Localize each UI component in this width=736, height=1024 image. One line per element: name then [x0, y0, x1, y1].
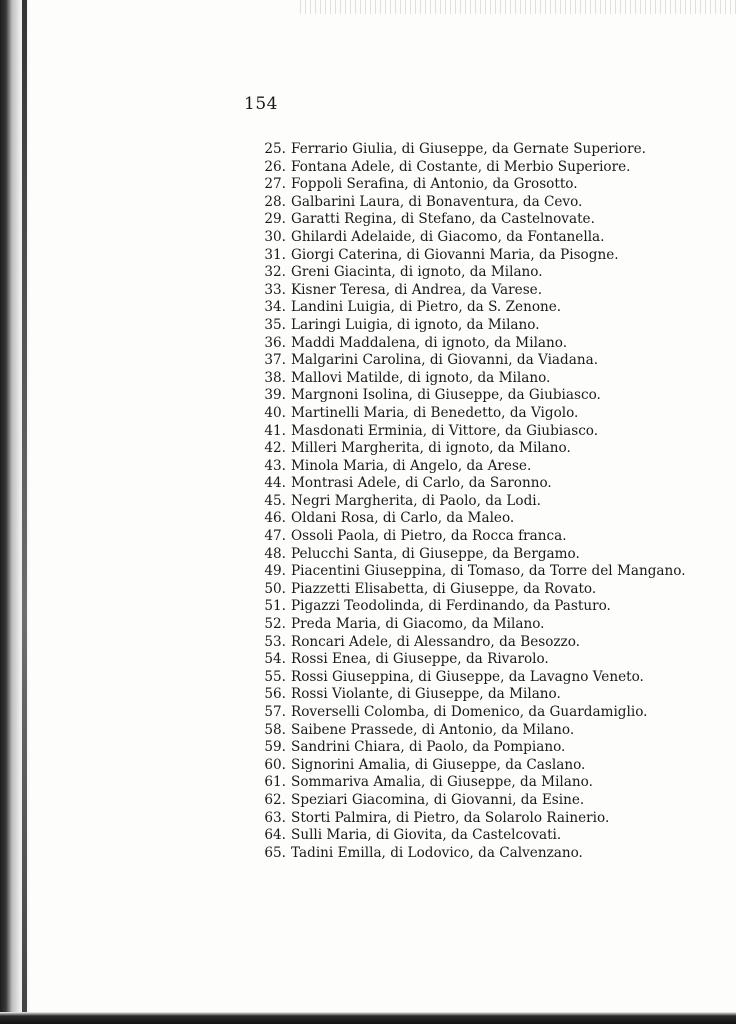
- entry-number: 31.: [264, 246, 286, 263]
- entry-text: Roncari Adele, di Alessandro, da Besozzo.: [291, 633, 580, 650]
- entry-number: 39.: [264, 387, 286, 404]
- binding-shadow-line: [22, 0, 27, 1024]
- entry-text: Speziari Giacomina, di Giovanni, da Esine.: [291, 791, 585, 808]
- list-item: [254, 247, 714, 265]
- entry-text: Rossi Violante, di Giuseppe, da Milano.: [291, 686, 561, 703]
- list-item: [254, 686, 714, 704]
- list-item: [254, 546, 714, 564]
- entry-text: Kisner Teresa, di Andrea, da Varese.: [291, 281, 543, 298]
- entry-text: Ossoli Paola, di Pietro, da Rocca franca.: [291, 528, 567, 545]
- entry-number: 45.: [264, 492, 286, 509]
- entry-text: Galbarini Laura, di Bonaventura, da Cevo.: [291, 193, 583, 210]
- entry-text: Negri Margherita, di Paolo, da Lodi.: [291, 492, 541, 509]
- entry-text: Landini Luigia, di Pietro, da S. Zenone.: [291, 299, 562, 316]
- list-item: [254, 194, 714, 212]
- entry-number: 51.: [264, 598, 286, 615]
- entry-text: Foppoli Serafina, di Antonio, da Grosotto.: [291, 176, 578, 193]
- entry-number: 29.: [264, 211, 286, 228]
- entry-number: 56.: [264, 686, 286, 703]
- entry-number: 43.: [264, 457, 286, 474]
- list-item: [254, 845, 714, 863]
- entry-number: 32.: [264, 264, 286, 281]
- list-item: [254, 669, 714, 687]
- entry-text: Greni Giacinta, di ignoto, da Milano.: [291, 264, 543, 281]
- list-item: [254, 141, 714, 159]
- list-item: [254, 335, 714, 353]
- entry-number: 65.: [264, 844, 286, 861]
- entry-text: Signorini Amalia, di Giuseppe, da Caslano.: [291, 756, 586, 773]
- entry-text: Sulli Maria, di Giovita, da Castelcovati.: [291, 827, 562, 844]
- entry-number: 61.: [264, 774, 286, 791]
- list-item: [254, 458, 714, 476]
- entry-number: 59.: [264, 739, 286, 756]
- entry-number: 30.: [264, 228, 286, 245]
- entry-text: Fontana Adele, di Costante, di Merbio Superiore.: [291, 158, 631, 175]
- entry-number: 57.: [264, 704, 286, 720]
- list-item: [254, 774, 714, 792]
- list-item: [254, 792, 714, 810]
- entry-text: Masdonati Erminia, di Vittore, da Giubiasco.: [291, 422, 599, 439]
- entry-number: 62.: [264, 791, 286, 808]
- entry-number: 25.: [264, 141, 286, 157]
- list-item: [254, 176, 714, 194]
- entry-number: 54.: [264, 651, 286, 668]
- entry-text: Malgarini Carolina, di Giovanni, da Viadana.: [291, 352, 599, 369]
- entry-number: 64.: [264, 827, 286, 844]
- list-item: [254, 810, 714, 828]
- list-item: [254, 423, 714, 441]
- scan-bottom-edge: [0, 1012, 736, 1024]
- name-list: [254, 141, 714, 862]
- entry-number: 36.: [264, 334, 286, 351]
- entry-number: 52.: [264, 616, 286, 633]
- entry-number: 40.: [264, 404, 286, 421]
- entry-number: 58.: [264, 721, 286, 738]
- list-item: [254, 317, 714, 335]
- entry-number: 38.: [264, 369, 286, 386]
- entry-text: Tadini Emilla, di Lodovico, da Calvenzano.: [291, 844, 583, 861]
- entry-text: Margnoni Isolina, di Giuseppe, da Giubiasco.: [291, 387, 601, 404]
- entry-text: Piazzetti Elisabetta, di Giuseppe, da Rovato.: [291, 580, 597, 597]
- entry-number: 27.: [264, 176, 286, 193]
- list-item: [254, 722, 714, 740]
- entry-text: Rossi Giuseppina, di Giuseppe, da Lavagno Veneto.: [291, 668, 644, 685]
- entry-number: 42.: [264, 440, 286, 457]
- entry-number: 55.: [264, 668, 286, 685]
- entry-text: Ferrario Giulia, di Giuseppe, da Gernate Superiore.: [291, 141, 646, 157]
- list-item: [254, 299, 714, 317]
- entry-number: 46.: [264, 510, 286, 527]
- list-item: [254, 282, 714, 300]
- entry-text: Pigazzi Teodolinda, di Ferdinando, da Pasturo.: [291, 598, 611, 615]
- entry-text: Minola Maria, di Angelo, da Arese.: [291, 457, 532, 474]
- entry-text: Montrasi Adele, di Carlo, da Saronno.: [291, 475, 552, 492]
- entry-number: 48.: [264, 545, 286, 562]
- entry-text: Storti Palmira, di Pietro, da Solarolo Rainerio.: [291, 809, 610, 826]
- list-item: [254, 211, 714, 229]
- entry-number: 28.: [264, 193, 286, 210]
- entry-text: Piacentini Giuseppina, di Tomaso, da Torre del Mangano.: [291, 563, 686, 580]
- page-number: 154: [244, 94, 278, 114]
- entry-number: 37.: [264, 352, 286, 369]
- entry-text: Preda Maria, di Giacomo, da Milano.: [291, 616, 545, 633]
- entry-text: Milleri Margherita, di ignoto, da Milano.: [291, 440, 571, 457]
- entry-text: Laringi Luigia, di ignoto, da Milano.: [291, 316, 540, 333]
- list-item: [254, 370, 714, 388]
- entry-text: Pelucchi Santa, di Giuseppe, da Bergamo.: [291, 545, 580, 562]
- entry-text: Sandrini Chiara, di Paolo, da Pompiano.: [291, 739, 566, 756]
- list-item: [254, 651, 714, 669]
- entry-text: Sommariva Amalia, di Giuseppe, da Milano.: [291, 774, 593, 791]
- list-item: [254, 264, 714, 282]
- list-item: [254, 704, 714, 722]
- entry-number: 47.: [264, 528, 286, 545]
- list-item: [254, 739, 714, 757]
- list-item: [254, 405, 714, 423]
- list-item: [254, 634, 714, 652]
- list-item: [254, 159, 714, 177]
- list-item: [254, 440, 714, 458]
- entry-number: 53.: [264, 633, 286, 650]
- list-item: [254, 616, 714, 634]
- entry-text: Saibene Prassede, di Antonio, da Milano.: [291, 721, 575, 738]
- list-item: [254, 352, 714, 370]
- entry-number: 44.: [264, 475, 286, 492]
- entry-number: 26.: [264, 158, 286, 175]
- list-item: [254, 581, 714, 599]
- entry-text: Garatti Regina, di Stefano, da Castelnovate.: [291, 211, 595, 228]
- entry-number: 35.: [264, 316, 286, 333]
- entry-number: 34.: [264, 299, 286, 316]
- list-item: [254, 757, 714, 775]
- entry-text: Maddi Maddalena, di ignoto, da Milano.: [291, 334, 568, 351]
- entry-text: Rossi Enea, di Giuseppe, da Rivarolo.: [291, 651, 549, 668]
- list-item: [254, 827, 714, 845]
- entry-number: 50.: [264, 580, 286, 597]
- list-item: [254, 229, 714, 247]
- entry-number: 41.: [264, 422, 286, 439]
- entry-number: 33.: [264, 281, 286, 298]
- entry-text: Ghilardi Adelaide, di Giacomo, da Fontanella.: [291, 228, 605, 245]
- entry-number: 60.: [264, 756, 286, 773]
- list-item: [254, 528, 714, 546]
- entry-text: Giorgi Caterina, di Giovanni Maria, da Pisogne.: [291, 246, 619, 263]
- list-item: [254, 598, 714, 616]
- list-item: [254, 563, 714, 581]
- entry-text: Mallovi Matilde, di ignoto, da Milano.: [291, 369, 551, 386]
- entry-number: 63.: [264, 809, 286, 826]
- scan-noise-top: [300, 0, 736, 14]
- entry-number: 49.: [264, 563, 286, 580]
- list-item: [254, 387, 714, 405]
- entry-text: Oldani Rosa, di Carlo, da Maleo.: [291, 510, 515, 527]
- entry-text: Martinelli Maria, di Benedetto, da Vigolo.: [291, 404, 579, 421]
- list-item: [254, 475, 714, 493]
- list-item: [254, 510, 714, 528]
- entry-text: Roverselli Colomba, di Domenico, da Guardamiglio.: [291, 704, 648, 720]
- list-item: [254, 493, 714, 511]
